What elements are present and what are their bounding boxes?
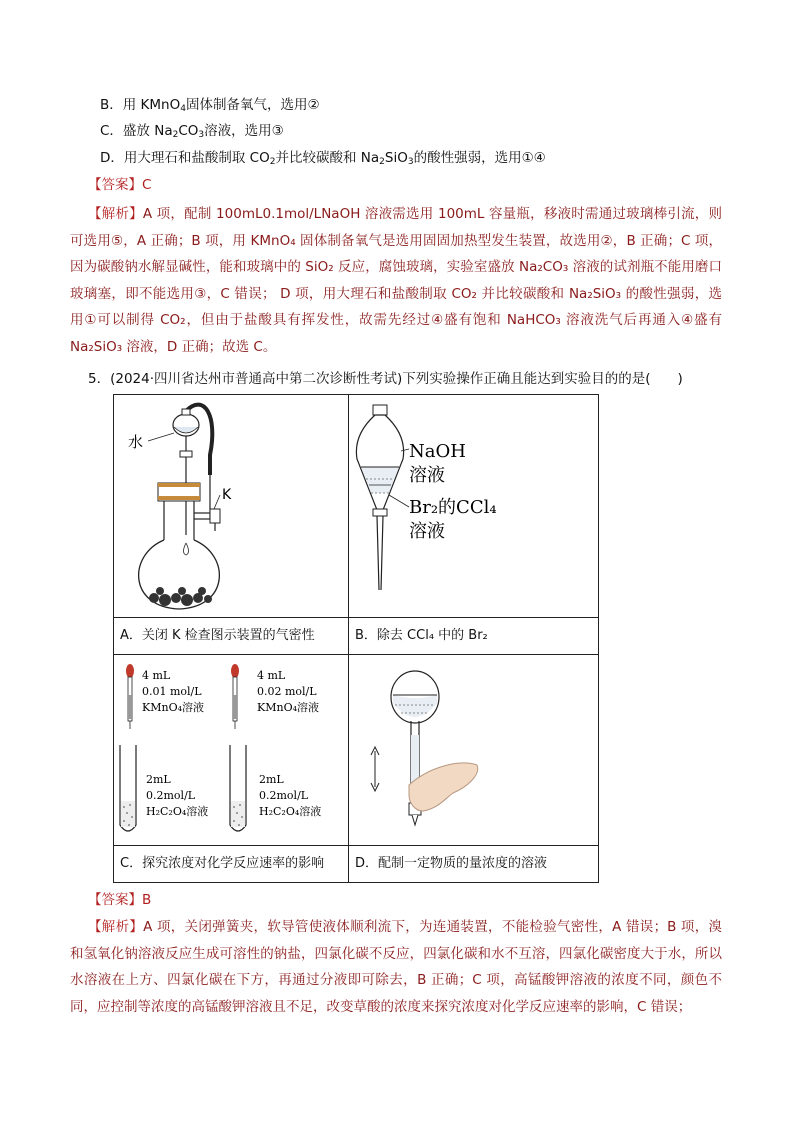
solution-label-2: 溶液	[409, 521, 445, 542]
apparatus-a-diagram	[114, 395, 348, 617]
left-h2c2o4-conc: 0.2mol/L	[146, 789, 196, 802]
answer-5: 【答案】B	[88, 892, 152, 908]
option-d: D．用大理石和盐酸制取 $CO_2$并比较碳酸和 $Na_2SiO_3$的酸性强弱，选用①④	[100, 150, 546, 167]
test-tubes-diagram	[114, 655, 348, 845]
right-h2c2o4-name: H₂C₂O₄溶液	[259, 805, 322, 818]
right-kmno4-name: KMnO₄溶液	[257, 701, 319, 714]
figure-b	[349, 395, 598, 617]
caption-c: C．探究浓度对化学反应速率的影响	[114, 846, 349, 883]
right-kmno4-conc: 0.02 mol/L	[257, 685, 317, 698]
left-kmno4-name: KMnO₄溶液	[142, 701, 204, 714]
analysis-5: 【解析】A 项，关闭弹簧夹，软导管使液体顺利流下，为连通装置，不能检验气密性，A 错误；B 项，溴和氢氧化钠溶液反应生成可溶性的钠盐，四氯化碳不反应，四氯化碳和水不互溶，四氯化碳密度大于水，所以水溶液在上方、四氯化碳在下方，再通过分液即可除去，B 正确；C 项，高锰酸钾溶液的浓度不同，颜色不同，应控制等浓度的高锰酸钾溶液且不足，改变草酸的浓度来探究浓度对化学反应速率的影响，C 错误；	[70, 919, 722, 1015]
volumetric-flask-diagram	[349, 655, 598, 845]
caption-a: A．关闭 K 检查图示装置的气密性	[114, 618, 349, 655]
question-5-stem: 5．(2024·四川省达州市普通高中第二次诊断性考试)下列实验操作正确且能达到实验目的的是( )	[88, 371, 683, 387]
caption-d: D．配制一定物质的量浓度的溶液	[349, 846, 599, 883]
naoh-label: NaOH	[409, 441, 466, 462]
caption-b: B．除去 CCl₄ 中的 Br₂	[349, 618, 599, 655]
left-kmno4-volume: 4 mL	[142, 669, 171, 682]
answer-4: 【答案】C	[88, 177, 152, 193]
right-h2c2o4-volume: 2mL	[259, 773, 284, 786]
solution-label-1: 溶液	[409, 465, 445, 486]
left-h2c2o4-volume: 2mL	[146, 773, 171, 786]
left-kmno4-conc: 0.01 mol/L	[142, 685, 202, 698]
water-label: 水	[128, 433, 144, 451]
right-kmno4-volume: 4 mL	[257, 669, 286, 682]
br2-ccl4-label: Br₂的CCl₄	[409, 497, 497, 518]
right-h2c2o4-conc: 0.2mol/L	[259, 789, 309, 802]
option-c: C．盛放 $Na_2CO_3$溶液，选用③	[100, 123, 284, 140]
separatory-funnel-diagram	[349, 395, 598, 617]
left-h2c2o4-name: H₂C₂O₄溶液	[146, 805, 209, 818]
figure-a	[114, 395, 348, 617]
experiment-figure-table	[113, 394, 599, 883]
option-b: B．用 KMnO$_4$固体制备氧气，选用②	[100, 97, 320, 114]
figure-c	[114, 655, 348, 845]
valve-k-label: K	[222, 487, 232, 503]
analysis-4: 【解析】A 项，配制 100mL0.1mol/LNaOH 溶液需选用 100mL 容量瓶，移液时需通过玻璃棒引流，则可选用⑤，A 正确；B 项，用 KMnO₄ 固体制备氧气是选用固固加热型发生装置，故选用②，B 正确；C 项，因为碳酸钠水解显碱性，能和玻璃中的 SiO₂ 反应，腐蚀玻璃，实验室盛放 Na₂CO₃ 溶液的试剂瓶不能用磨口玻璃塞，即不能选用③，C 错误； D 项，用大理石和盐酸制取 CO₂ 并比较碳酸和 Na₂SiO₃ 的酸性强弱，选用①可以制得 CO₂，但由于盐酸具有挥发性，故需先经过④盛有饱和 NaHCO₃ 溶液洗气后再通入④盛有 Na₂SiO₃ 溶液，D 正确；故选 C。	[70, 206, 723, 355]
figure-d	[349, 655, 598, 845]
